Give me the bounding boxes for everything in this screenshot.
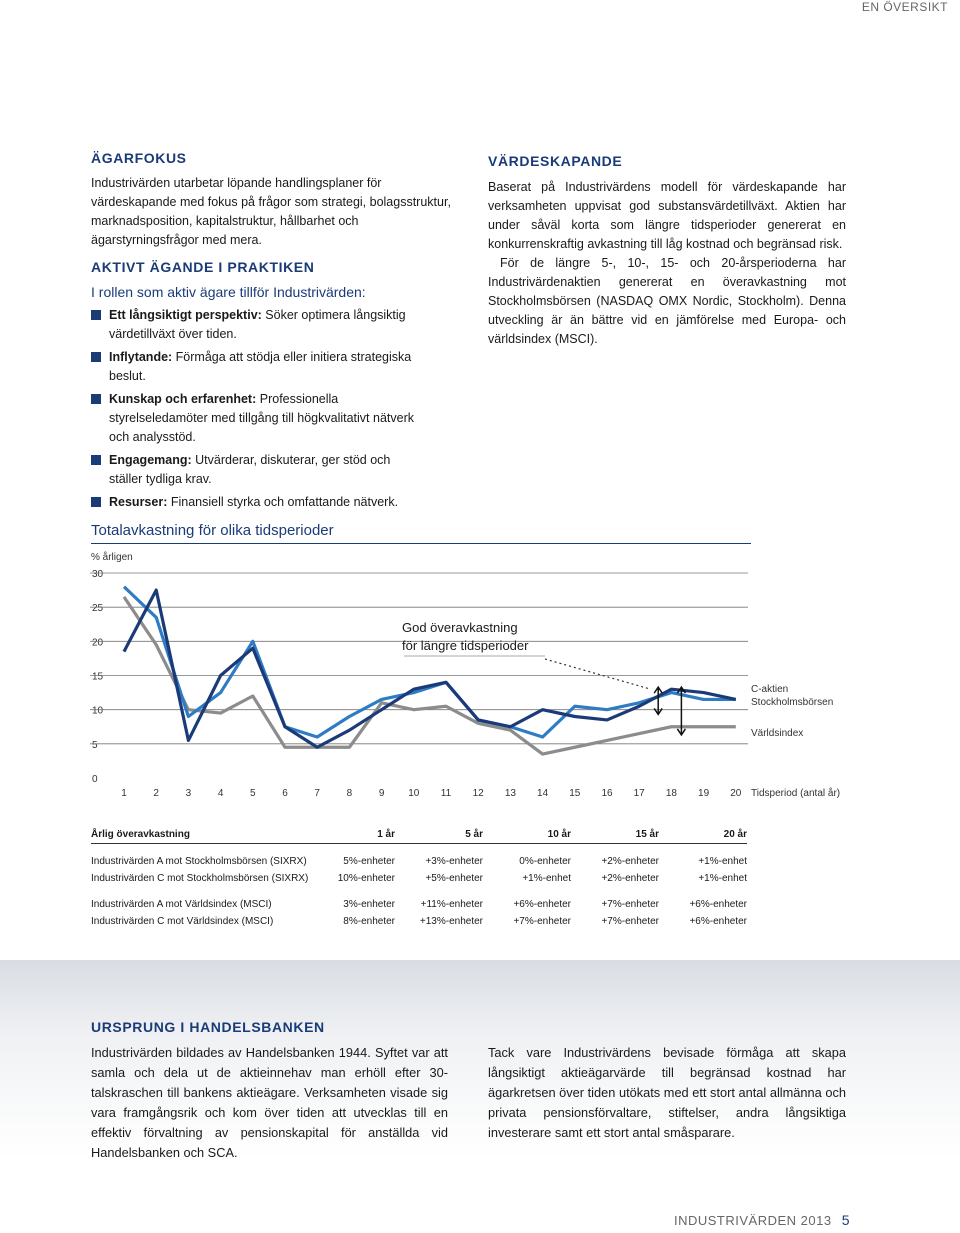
bullet-square-icon (91, 352, 101, 362)
table-cell: +11%-enheter (420, 899, 483, 910)
table-cell: +7%-enheter (513, 916, 571, 927)
table-cell: +1%-enhet (522, 873, 571, 884)
footer-brand: INDUSTRIVÄRDEN 2013 (673, 1213, 832, 1228)
table-row (91, 913, 747, 930)
y-tick-label: 25 (92, 603, 104, 615)
x-tick-label: 17 (633, 788, 645, 799)
x-tick-label: 1 (121, 788, 127, 799)
table-row (91, 870, 747, 887)
table-cell: +5%-enheter (425, 873, 483, 884)
list-item (91, 306, 421, 344)
y-tick-label: 10 (92, 705, 104, 717)
bullet-square-icon (91, 497, 101, 507)
table-header-cell: Årlig överavkastning (91, 826, 317, 844)
table-cell: +13%-enheter (419, 916, 483, 927)
x-tick-label: 14 (537, 788, 549, 799)
table-header-cell: 1 år (317, 826, 395, 844)
x-tick-label: 5 (250, 788, 256, 799)
x-tick-label: 10 (408, 788, 420, 799)
ursprung-text-right: Tack vare Industrivärdens bevisade förmåga att skapa långsiktigt aktieägarvärde till begränsad kostnad har ägarkretsen över tiden utökats med ett stort antal allmänna och privata pensionsförvaltare, stiftelser, andra långsiktiga investerare samt ett stort antal småsparare. (488, 1045, 846, 1140)
y-tick-label: 0 (92, 774, 98, 785)
bullet-term: Engagemang: (109, 453, 192, 467)
x-tick-label: 3 (185, 788, 192, 799)
table-cell: +1%-enhet (698, 856, 747, 867)
bullet-term: Kunskap och erfarenhet: (109, 392, 257, 406)
vardeskapande-paragraph-1: Baserat på Industrivärdens modell för värdeskapande har verksamheten uppvisat god substansvärdetillväxt. Aktien har under såväl korta som längre tidsperioder genererat en konkurrenskraftig avkastning till låg kostnad och begränsad risk. (488, 180, 846, 251)
x-tick-label: 11 (440, 788, 452, 799)
list-item (91, 390, 421, 447)
table-cell: 8%-enheter (343, 916, 395, 927)
table-cell: +6%-enheter (513, 899, 571, 910)
legend-varldsindex: Världsindex (751, 728, 804, 739)
vardeskapande-text (488, 178, 846, 349)
x-tick-label: 12 (472, 788, 484, 799)
bullet-term: Ett långsiktigt perspektiv: (109, 308, 262, 322)
bullet-square-icon (91, 310, 101, 320)
x-tick-label: 6 (282, 788, 288, 799)
table-header-row (91, 826, 747, 844)
table-row (91, 853, 747, 870)
table-cell: Industrivärden A mot Stockholmsbörsen (SIXRX) (91, 856, 307, 867)
bullet-text: Finansiell styrka och omfattande nätverk. (167, 495, 399, 509)
agarfokus-heading: ÄGARFOKUS (91, 150, 187, 166)
x-tick-label: 8 (346, 788, 353, 799)
table-header-cell: 20 år (659, 826, 747, 844)
x-tick-label: 4 (217, 788, 224, 799)
list-item (91, 493, 421, 512)
table-cell: +1%-enhet (698, 873, 747, 884)
x-tick-label: 7 (314, 788, 320, 799)
table-header-cell: 15 år (571, 826, 659, 844)
annotation-pointer (545, 659, 650, 689)
table-cell: Industrivärden C mot Världsindex (MSCI) (91, 916, 274, 927)
bullet-text: Professionella styrelseledamöter med tillgång till högkvalitativt nätverk och analysstöd. (109, 392, 414, 444)
y-axis-label: % årligen (91, 552, 133, 563)
ursprung-text-left: Industrivärden bildades av Handelsbanken 1944. Syftet var att samla och dela ut de aktieinnehav man erhöll efter 30-talskraschen till bankens aktieägare. Verksamheten visade sig vara framgångsrik och kom över tiden att utvecklas till en effektiv förvaltning av pensionskapital för anställda vid Handelsbanken och SCA. (91, 1045, 448, 1160)
x-tick-label: 13 (504, 788, 516, 799)
vardeskapande-heading: VÄRDESKAPANDE (488, 153, 623, 169)
y-tick-label: 30 (92, 569, 104, 580)
table-cell: +2%-enheter (601, 856, 659, 867)
table-cell: 0%-enheter (519, 856, 571, 867)
table-cell: 5%-enheter (343, 856, 395, 867)
bullet-text: Utvärderar, diskuterar, ger stöd och ställer tydliga krav. (109, 453, 391, 486)
y-tick-label: 5 (92, 739, 98, 751)
list-item (91, 348, 421, 386)
table-cell: +3%-enheter (425, 856, 483, 867)
aktivt-agande-subtitle: I rollen som aktiv ägare tillför Industrivärden: (91, 284, 366, 300)
list-item (91, 451, 421, 489)
bullet-term: Resurser: (109, 495, 168, 509)
y-tick-label: 15 (92, 671, 104, 683)
agarfokus-text: Industrivärden utarbetar löpande handlingsplaner för värdeskapande med fokus på frågor som strategi, bolagsstruktur, marknadsposition, kapitalstruktur, hållbarhet och ägarstyrningsfrågor med mera. (91, 176, 451, 247)
excess-return-table (91, 826, 747, 930)
table-cell: Industrivärden C mot Stockholmsbörsen (SIXRX) (91, 873, 309, 884)
vardeskapande-paragraph-2: För de längre 5-, 10-, 15- och 20-årsperioderna har Industrivärdenaktien genererat en överavkastning mot Stockholmsbörsen (NASDAQ OMX Nordic, Stockholm). Denna utveckling är än bättre vid en jämförelse med Europa- och världsindex (MSCI). (488, 256, 846, 346)
table-cell: +6%-enheter (689, 899, 747, 910)
contribution-list (91, 306, 421, 516)
annotation-line-2: för längre tidsperioder (402, 638, 529, 653)
table-header-cell: 5 år (395, 826, 483, 844)
ursprung-heading: URSPRUNG I HANDELSBANKEN (91, 1019, 325, 1035)
table-cell: +6%-enheter (689, 916, 747, 927)
page-footer (674, 1212, 850, 1228)
bullet-text: Förmåga att stödja eller initiera strategiska beslut. (109, 350, 412, 383)
chart-title: Totalavkastning för olika tidsperioder (91, 522, 334, 539)
y-tick-label: 20 (92, 637, 104, 649)
table-cell: +7%-enheter (601, 916, 659, 927)
bullet-square-icon (91, 394, 101, 404)
table-cell: 3%-enheter (343, 899, 395, 910)
table-cell: +2%-enheter (601, 873, 659, 884)
table-header-cell: 10 år (483, 826, 571, 844)
table-cell: Industrivärden A mot Världsindex (MSCI) (91, 899, 272, 910)
legend-c-aktien: C-aktien (751, 684, 789, 695)
bullet-square-icon (91, 455, 101, 465)
page-number: 5 (841, 1212, 850, 1228)
table-row (91, 896, 747, 913)
x-tick-label: 16 (601, 788, 613, 799)
aktivt-agande-heading: AKTIVT ÄGANDE I PRAKTIKEN (91, 259, 315, 275)
table-cell: 10%-enheter (337, 873, 395, 884)
x-tick-label: 19 (698, 788, 710, 799)
x-tick-label: 9 (378, 788, 385, 799)
section-label: EN ÖVERSIKT (861, 0, 948, 14)
series-line (124, 587, 736, 737)
return-chart (0, 540, 960, 810)
bullet-text: Söker optimera långsiktig värdetillväxt över tiden. (109, 308, 406, 341)
x-tick-label: 20 (730, 788, 742, 799)
series-line (124, 590, 736, 747)
x-tick-label: 18 (665, 788, 677, 799)
legend-stockholmsborsen: Stockholmsbörsen (751, 697, 834, 708)
bullet-term: Inflytande: (109, 350, 173, 364)
x-tick-label: 2 (153, 788, 159, 799)
x-tick-label: 15 (569, 788, 581, 799)
x-axis-label: Tidsperiod (antal år) (751, 788, 841, 799)
table-cell: +7%-enheter (601, 899, 659, 910)
annotation-line-1: God överavkastning (402, 620, 518, 635)
